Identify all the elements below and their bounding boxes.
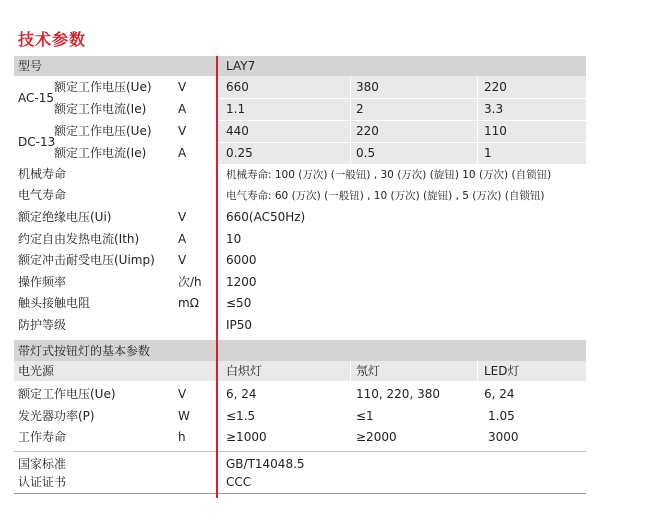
value-cell: 3000 bbox=[488, 430, 519, 444]
row-value: 660(AC50Hz) bbox=[226, 210, 306, 224]
dc13-group-label: DC-13 bbox=[18, 135, 56, 149]
spec-table bbox=[14, 56, 586, 498]
value-cell: 660 bbox=[226, 80, 249, 94]
row-name: 额定工作电流(Ie) bbox=[54, 146, 147, 160]
row-name: 机械寿命 bbox=[18, 167, 67, 181]
row-value: ≤50 bbox=[226, 296, 252, 310]
value-cell: 6, 24 bbox=[484, 387, 515, 401]
row-name: 额定工作电压(Ue) bbox=[54, 124, 152, 138]
value-cell: 6, 24 bbox=[226, 387, 257, 401]
row-unit: V bbox=[178, 210, 187, 224]
value-cell: 1 bbox=[484, 146, 492, 160]
accent-vertical-line bbox=[216, 56, 218, 498]
value-cell: ≤1 bbox=[356, 409, 374, 423]
row-value: GB/T14048.5 bbox=[226, 457, 305, 471]
row-value: IP50 bbox=[226, 318, 253, 332]
row-name: 电光源 bbox=[18, 364, 55, 378]
row-name: 电气寿命 bbox=[18, 188, 67, 202]
row-name: 约定自由发热电流(Ith) bbox=[18, 232, 140, 246]
value-cell: 3.3 bbox=[484, 102, 504, 116]
row-name: 操作频率 bbox=[18, 275, 67, 289]
value-cell: 220 bbox=[356, 124, 379, 138]
value-cell: 110, 220, 380 bbox=[356, 387, 440, 401]
row-name: 发光器功率(P) bbox=[18, 409, 95, 423]
value-cell: ≥2000 bbox=[356, 430, 397, 444]
value-cell: 氖灯 bbox=[356, 364, 381, 378]
row-name: 额定工作电压(Ue) bbox=[18, 387, 116, 401]
row-value: 电气寿命: 60 (万次) (一般钮) , 10 (万次) (旋钮) , 5 (万次) (自锁钮) bbox=[226, 190, 545, 202]
value-cell: ≥1000 bbox=[226, 430, 267, 444]
row-name: 额定工作电流(Ie) bbox=[54, 102, 147, 116]
model-label: 型号 bbox=[18, 59, 43, 73]
value-cell: 1.1 bbox=[226, 102, 246, 116]
row-unit: V bbox=[178, 253, 187, 267]
value-cell: ≤1.5 bbox=[226, 409, 256, 423]
row-name: 工作寿命 bbox=[18, 430, 67, 444]
row-value: 6000 bbox=[226, 253, 257, 267]
divider bbox=[14, 493, 586, 494]
row-separator bbox=[217, 98, 586, 99]
col-separator bbox=[477, 361, 478, 381]
row-unit: h bbox=[178, 430, 186, 444]
value-cell: LED灯 bbox=[484, 364, 520, 378]
col-separator bbox=[477, 76, 478, 164]
row-value: 1200 bbox=[226, 275, 257, 289]
lamp-section-header bbox=[14, 340, 586, 361]
model-header-row bbox=[14, 56, 586, 76]
value-cell: 白炽灯 bbox=[226, 364, 263, 378]
value-cell: 380 bbox=[356, 80, 379, 94]
row-value: CCC bbox=[226, 475, 252, 489]
row-unit: 次/h bbox=[178, 275, 202, 289]
row-name: 国家标准 bbox=[18, 457, 67, 471]
section-title: 带灯式按钮灯的基本参数 bbox=[18, 344, 151, 358]
page-title: 技术参数 bbox=[18, 30, 87, 49]
row-unit: V bbox=[178, 124, 187, 138]
col-separator bbox=[350, 76, 351, 164]
row-separator bbox=[217, 120, 586, 121]
value-cell: 110 bbox=[484, 124, 507, 138]
row-unit: W bbox=[178, 409, 190, 423]
row-value: 10 bbox=[226, 232, 242, 246]
ac15-group-label: AC-15 bbox=[18, 91, 54, 105]
row-name: 认证证书 bbox=[18, 475, 67, 489]
value-cell: 0.5 bbox=[356, 146, 376, 160]
col-separator bbox=[350, 361, 351, 381]
divider bbox=[14, 451, 586, 452]
value-cell: 1.05 bbox=[488, 409, 515, 423]
row-name: 触头接触电阻 bbox=[18, 296, 91, 310]
value-cell: 0.25 bbox=[226, 146, 253, 160]
row-separator bbox=[217, 142, 586, 143]
row-unit: A bbox=[178, 146, 187, 160]
row-name: 额定冲击耐受电压(Uimp) bbox=[18, 253, 155, 267]
value-cell: 2 bbox=[356, 102, 364, 116]
row-unit: A bbox=[178, 102, 187, 116]
value-cell: 220 bbox=[484, 80, 507, 94]
row-name: 额定工作电压(Ue) bbox=[54, 80, 152, 94]
row-unit: V bbox=[178, 80, 187, 94]
row-value: 机械寿命: 100 (万次) (一般钮) , 30 (万次) (旋钮) 10 (万次) (自锁钮) bbox=[226, 169, 552, 181]
value-cell: 440 bbox=[226, 124, 249, 138]
row-name: 防护等级 bbox=[18, 318, 67, 332]
row-name: 额定绝缘电压(Ui) bbox=[18, 210, 112, 224]
model-value: LAY7 bbox=[226, 59, 256, 73]
row-unit: mΩ bbox=[178, 296, 199, 310]
row-unit: V bbox=[178, 387, 187, 401]
row-unit: A bbox=[178, 232, 187, 246]
